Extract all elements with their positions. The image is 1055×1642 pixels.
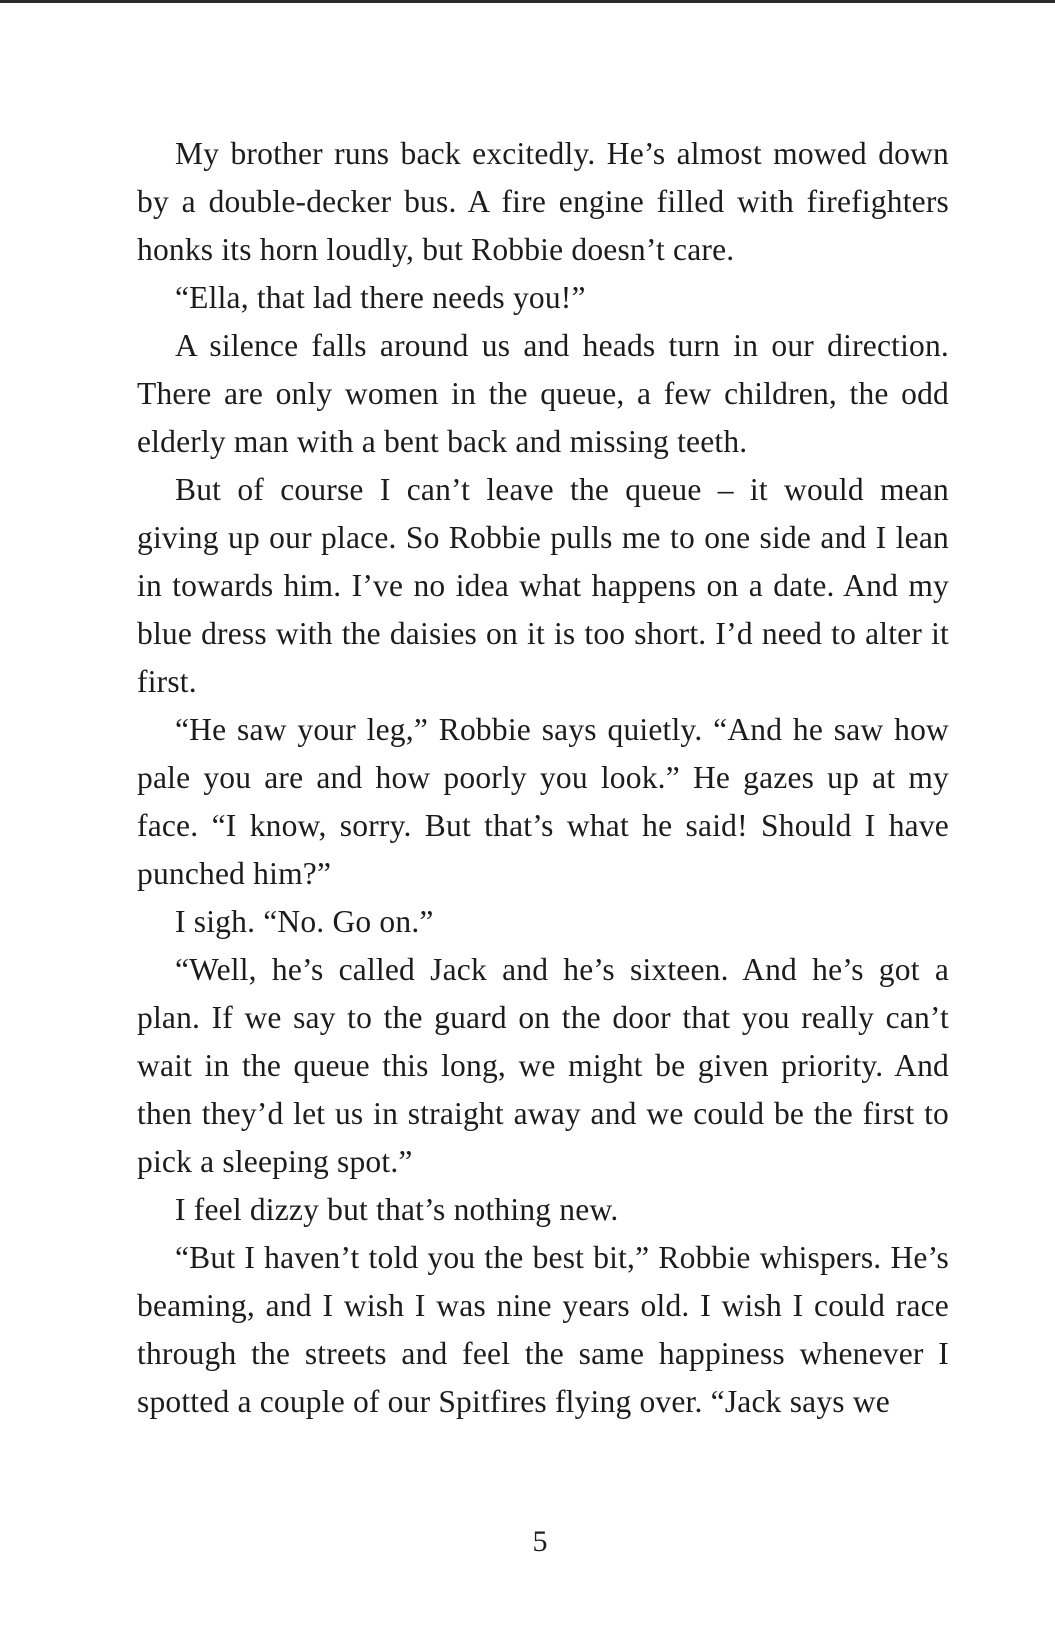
paragraph: My brother runs back excitedly. He’s almost mowed down by a double-decker bus. A fire engine filled with firefighters honks its horn loudly, but Robbie doesn’t care. bbox=[137, 136, 949, 267]
page-top-edge bbox=[0, 0, 1055, 3]
paragraph: “Well, he’s called Jack and he’s sixteen. And he’s got a plan. If we say to the guard on the door that you really can’t wait in the queue this long, we might be given priority. And then they’d let us in straight away and we could be the first to pick a sleeping spot.” bbox=[137, 952, 949, 1179]
paragraph: A silence falls around us and heads turn in our direction. There are only women in the queue, a few children, the odd elderly man with a bent back and missing teeth. bbox=[137, 328, 949, 459]
page-number: 5 bbox=[532, 1525, 548, 1558]
paragraph: But of course I can’t leave the queue – it would mean giving up our place. So Robbie pulls me to one side and I lean in towards him. I’ve no idea what happens on a date. And my blue dress with the daisies on it is too short. I’d need to alter it first. bbox=[137, 472, 949, 699]
paragraph: I feel dizzy but that’s nothing new. bbox=[175, 1192, 619, 1227]
paragraph: “But I haven’t told you the best bit,” Robbie whispers. He’s beaming, and I wish I was nine years old. I wish I could race through the streets and feel the same happiness whenever I spotted a couple of our Spitfires flying over. “Jack says we bbox=[137, 1240, 949, 1419]
paragraph: “Ella, that lad there needs you!” bbox=[175, 280, 586, 315]
paragraph: “He saw your leg,” Robbie says quietly. “And he saw how pale you are and how poorly you look.” He gazes up at my face. “I know, sorry. But that’s what he said! Should I have punched him?” bbox=[137, 712, 949, 891]
paragraph: I sigh. “No. Go on.” bbox=[175, 904, 434, 939]
body-text bbox=[137, 130, 949, 1426]
